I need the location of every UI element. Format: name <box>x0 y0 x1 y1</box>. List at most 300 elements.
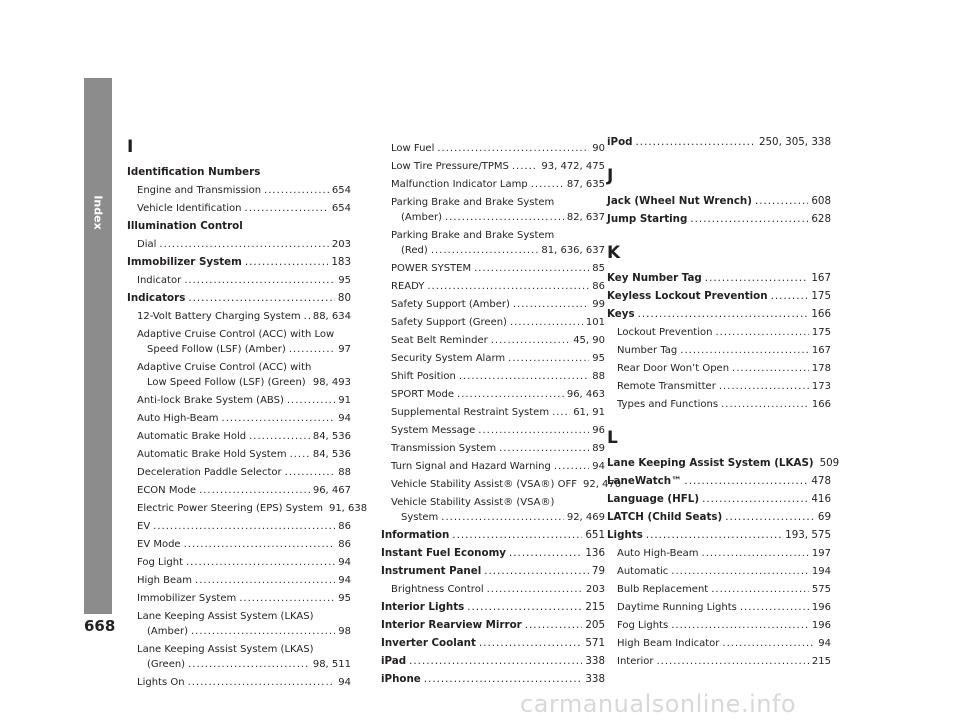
index-entry <box>381 600 605 615</box>
index-page-reference[interactable]: 84, 536 <box>312 431 351 442</box>
index-entry-term: Information <box>381 529 450 541</box>
dot-leader <box>487 582 583 597</box>
index-entry-term: LATCH (Child Seats) <box>607 511 723 523</box>
index-entry <box>607 135 831 150</box>
index-page-reference[interactable]: 97 <box>338 344 351 355</box>
index-page-reference[interactable]: 88 <box>338 467 351 478</box>
index-page-reference[interactable]: 69 <box>817 511 831 523</box>
index-entry <box>127 255 351 270</box>
index-entry-term: POWER SYSTEM <box>391 263 472 274</box>
dot-leader <box>510 315 583 330</box>
index-entry-term: (Amber) <box>147 626 188 637</box>
index-entry-term: iPad <box>381 655 407 667</box>
index-subentry <box>127 375 351 390</box>
index-entry-term: Automatic Brake Hold System <box>137 449 287 460</box>
dot-leader <box>153 519 335 534</box>
dot-leader <box>289 342 336 357</box>
dot-leader <box>732 361 809 376</box>
index-page-reference[interactable]: 136 <box>585 547 605 559</box>
index-entry-term: High Beam Indicator <box>617 638 720 649</box>
index-entry-term: Brightness Control <box>391 584 484 595</box>
index-entry <box>607 289 831 304</box>
index-page-reference[interactable]: 166 <box>811 399 831 410</box>
dot-leader <box>499 441 589 456</box>
dot-leader <box>309 375 310 390</box>
dot-leader <box>437 141 589 156</box>
dot-leader <box>552 405 570 420</box>
index-entry-term: Turn Signal and Hazard Warning <box>391 461 551 472</box>
index-subentry <box>127 237 351 252</box>
index-page-reference[interactable]: 80 <box>337 292 351 304</box>
index-entry-term: (Green) <box>147 659 186 670</box>
index-subentry <box>607 564 831 579</box>
index-column-1 <box>127 135 368 693</box>
index-subentry <box>127 657 351 672</box>
index-entry <box>127 165 351 180</box>
index-page-reference[interactable]: 95 <box>592 353 605 364</box>
dot-leader <box>684 474 808 489</box>
index-subentry <box>127 501 368 516</box>
index-page-reference[interactable]: 91, 638 <box>328 503 368 514</box>
index-entry-term: Immobilizer System <box>127 256 242 268</box>
dot-leader <box>287 393 335 408</box>
index-entry-term: Interior Rearview Mirror <box>381 619 522 631</box>
index-page-reference[interactable]: 98, 493 <box>312 377 351 388</box>
index-entry-term: Key Number Tag <box>607 272 702 284</box>
index-entry-term: Auto High-Beam <box>137 413 219 424</box>
index-subentry <box>381 387 605 402</box>
index-entry-term: (Amber) <box>401 212 442 223</box>
index-page-reference[interactable]: 167 <box>811 272 831 284</box>
index-subentry <box>127 537 351 552</box>
index-subentry <box>607 397 831 412</box>
index-entry-term: Lane Keeping Assist System (LKAS) <box>607 457 814 469</box>
dot-leader <box>159 237 329 252</box>
index-page-reference[interactable]: 193, 575 <box>785 529 831 541</box>
index-page-reference[interactable]: 94 <box>338 677 351 688</box>
index-entry-term: Rear Door Won’t Open <box>617 363 730 374</box>
index-entry-term: Seat Belt Reminder <box>391 335 488 346</box>
index-subentry <box>381 261 605 276</box>
index-subentry <box>381 369 605 384</box>
dot-leader <box>245 255 328 270</box>
dot-leader <box>239 591 335 606</box>
dot-leader <box>467 600 582 615</box>
index-page-reference[interactable]: 82, 637 <box>566 212 605 223</box>
index-entry-term: Parking Brake and Brake System <box>391 230 555 241</box>
index-entry <box>607 474 831 489</box>
dot-leader <box>755 194 808 209</box>
index-subentry <box>607 361 831 376</box>
index-entry-term: Immobilizer System <box>137 593 237 604</box>
index-page-reference[interactable]: 205 <box>585 619 605 631</box>
index-entry-term: Language (HFL) <box>607 493 700 505</box>
index-entry-term: Shift Position <box>391 371 456 382</box>
index-page-reference[interactable]: 45, 90 <box>573 335 605 346</box>
index-page-reference[interactable]: 81, 636, 637 <box>541 245 605 256</box>
index-entry-term: iPhone <box>381 673 421 685</box>
index-subentry <box>607 600 831 615</box>
index-entry-term: Lockout Prevention <box>617 327 713 338</box>
index-page-reference[interactable]: 203 <box>585 584 605 595</box>
index-subentry <box>127 591 351 606</box>
dot-leader <box>199 483 310 498</box>
index-entry-term: SPORT Mode <box>391 389 455 400</box>
index-entry-term: Daytime Running Lights <box>617 602 737 613</box>
dot-leader <box>184 273 335 288</box>
dot-leader <box>484 564 589 579</box>
index-subentry <box>127 675 351 690</box>
dot-leader <box>249 429 310 444</box>
index-page-reference[interactable]: 98, 511 <box>312 659 351 670</box>
dot-leader <box>195 573 335 588</box>
index-entry-term: Keys <box>607 308 635 320</box>
index-page-reference[interactable]: 338 <box>585 655 605 667</box>
index-page-reference[interactable]: 88, 634 <box>312 311 351 322</box>
dot-leader <box>431 243 539 258</box>
index-subentry <box>127 183 351 198</box>
dot-leader <box>711 582 809 597</box>
index-page-reference[interactable]: 575 <box>811 584 831 595</box>
index-entry-term: Jump Starting <box>607 213 688 225</box>
index-entry-term: Interior <box>617 656 654 667</box>
index-entry-term: 12-Volt Battery Charging System <box>137 311 301 322</box>
index-entry-term: Bulb Replacement <box>617 584 709 595</box>
index-page-reference[interactable]: 96 <box>592 425 605 436</box>
dot-leader <box>719 379 809 394</box>
index-page-reference[interactable]: 215 <box>585 601 605 613</box>
index-entry-term: Indicators <box>127 292 186 304</box>
dot-leader <box>680 343 809 358</box>
index-page-reference[interactable]: 175 <box>811 327 831 338</box>
dot-leader <box>191 624 335 639</box>
index-page-reference[interactable]: 84, 536 <box>312 449 351 460</box>
index-subentry <box>381 582 605 597</box>
dot-leader <box>188 291 335 306</box>
page-number: 668 <box>84 617 116 635</box>
index-page-reference[interactable]: 61, 91 <box>573 407 605 418</box>
index-column-3 <box>607 135 840 672</box>
index-page-reference[interactable]: 196 <box>811 620 831 631</box>
index-entry <box>607 456 840 471</box>
index-entry-term: Inverter Coolant <box>381 637 476 649</box>
dot-leader <box>222 411 336 426</box>
index-subentry <box>381 159 605 174</box>
index-subentry <box>127 309 351 324</box>
index-page-reference[interactable]: 98 <box>338 626 351 637</box>
index-entry-term: Indicator <box>137 275 182 286</box>
dot-leader <box>554 459 589 474</box>
dot-leader <box>531 177 564 192</box>
index-page-reference[interactable]: 101 <box>585 317 605 328</box>
index-page-reference[interactable]: 93, 472, 475 <box>541 161 605 172</box>
index-entry-term: Speed Follow (LSF) (Amber) <box>147 344 286 355</box>
index-entry <box>607 528 831 543</box>
index-page-reference[interactable]: 167 <box>811 345 831 356</box>
index-subentry <box>381 459 605 474</box>
dot-leader <box>771 289 809 304</box>
dot-leader <box>445 210 564 225</box>
index-subentry <box>607 636 831 651</box>
index-entry-term: Interior Lights <box>381 601 465 613</box>
index-entry <box>127 291 351 306</box>
index-subentry <box>607 379 831 394</box>
index-page-reference[interactable]: 86 <box>338 521 351 532</box>
index-entry <box>381 672 605 687</box>
index-entry-term: READY <box>391 281 425 292</box>
index-page-reference[interactable]: 194 <box>811 566 831 577</box>
dot-leader <box>690 212 808 227</box>
index-page-reference[interactable]: 94 <box>338 557 351 568</box>
index-subentry <box>127 447 351 462</box>
index-page-reference[interactable]: 250, 305, 338 <box>758 136 831 148</box>
index-entry <box>607 492 831 507</box>
index-entry-term: Automatic <box>617 566 669 577</box>
index-page-reference[interactable]: 183 <box>331 256 351 268</box>
index-subentry <box>127 519 351 534</box>
index-entry <box>607 271 831 286</box>
index-entry-term: Fog Light <box>137 557 183 568</box>
index-entry-term: Auto High-Beam <box>617 548 699 559</box>
index-page-reference[interactable]: 478 <box>811 475 831 487</box>
index-subentry <box>381 297 605 312</box>
index-entry-term: Jack (Wheel Nut Wrench) <box>607 195 752 207</box>
index-entry-term: System <box>401 512 439 523</box>
index-entry <box>381 528 605 543</box>
index-page-reference[interactable]: 628 <box>811 213 831 225</box>
index-page-reference[interactable]: 608 <box>811 195 831 207</box>
index-entry-term: Lane Keeping Assist System (LKAS) <box>137 611 314 622</box>
index-page-reference[interactable]: 94 <box>592 461 605 472</box>
index-page-reference[interactable]: 94 <box>338 413 351 424</box>
index-entry-term: Safety Support (Green) <box>391 317 507 328</box>
index-entry-term: Engine and Transmission <box>137 185 262 196</box>
index-subentry <box>607 618 831 633</box>
index-subentry <box>127 483 351 498</box>
dot-leader <box>264 183 329 198</box>
index-entry-term: Remote Transmitter <box>617 381 716 392</box>
index-entry-term: LaneWatch™ <box>607 475 682 487</box>
index-entry <box>381 618 605 633</box>
dot-leader <box>459 369 589 384</box>
index-entry <box>381 654 605 669</box>
index-page-reference[interactable]: 94 <box>818 638 831 649</box>
index-entry <box>607 307 831 322</box>
dot-leader <box>671 618 809 633</box>
index-entry-term: Dial <box>137 239 157 250</box>
dot-leader <box>702 546 809 561</box>
index-entry-term: Lights <box>607 529 643 541</box>
dot-leader <box>638 307 809 322</box>
dot-leader <box>636 135 756 150</box>
index-page-reference[interactable]: 88 <box>592 371 605 382</box>
dot-leader <box>424 672 583 687</box>
dot-leader <box>509 546 582 561</box>
dot-leader <box>427 279 589 294</box>
index-subentry <box>381 510 605 525</box>
index-entry-term: Instrument Panel <box>381 565 482 577</box>
index-page-reference[interactable]: 95 <box>338 593 351 604</box>
index-page-reference[interactable]: 338 <box>585 673 605 685</box>
index-entry-term: Low Speed Follow (LSF) (Green) <box>147 377 306 388</box>
index-page-reference[interactable]: 92, 470 <box>582 479 622 490</box>
index-entry-term: EV <box>137 521 151 532</box>
dot-leader <box>513 297 589 312</box>
index-page-reference[interactable]: 178 <box>811 363 831 374</box>
dot-leader <box>285 465 336 480</box>
dot-leader <box>715 325 808 340</box>
dot-leader <box>740 600 809 615</box>
index-page-reference[interactable]: 651 <box>585 529 605 541</box>
index-page-reference[interactable]: 654 <box>331 185 351 196</box>
index-entry-term: Electric Power Steering (EPS) System <box>137 503 323 514</box>
index-subentry <box>127 201 351 216</box>
index-subentry <box>607 325 831 340</box>
index-subentry <box>127 327 351 342</box>
index-entry-term: Types and Functions <box>617 399 719 410</box>
index-entry-term: iPod <box>607 136 633 148</box>
index-page-reference[interactable]: 92, 469 <box>566 512 605 523</box>
index-page-reference[interactable]: 95 <box>338 275 351 286</box>
index-subentry <box>381 141 605 156</box>
index-page-reference[interactable]: 96, 463 <box>566 389 605 400</box>
dot-leader <box>721 397 809 412</box>
dot-leader <box>290 447 310 462</box>
index-page-reference[interactable]: 79 <box>591 565 605 577</box>
dot-leader <box>479 636 582 651</box>
index-entry-term: Low Tire Pressure/TPMS <box>391 161 509 172</box>
index-subentry <box>127 642 351 657</box>
dot-leader <box>188 675 336 690</box>
index-entry <box>607 194 831 209</box>
dot-leader <box>491 333 570 348</box>
dot-leader <box>702 492 808 507</box>
index-entry-term: Supplemental Restraint System <box>391 407 550 418</box>
index-entry <box>607 212 831 227</box>
index-page-reference[interactable]: 94 <box>338 575 351 586</box>
index-entry-term: Number Tag <box>617 345 678 356</box>
index-entry-term: System Message <box>391 425 476 436</box>
index-entry-term: Safety Support (Amber) <box>391 299 510 310</box>
index-entry-term: Lane Keeping Assist System (LKAS) <box>137 644 314 655</box>
index-entry-term: Keyless Lockout Prevention <box>607 290 768 302</box>
index-subentry <box>127 273 351 288</box>
index-entry-term: ECON Mode <box>137 485 197 496</box>
watermark: carmanualsonline.info <box>520 690 797 718</box>
index-entry <box>127 219 351 234</box>
index-subentry <box>607 546 831 561</box>
dot-leader <box>184 537 336 552</box>
index-subentry <box>381 495 605 510</box>
index-page-reference[interactable]: 86 <box>338 539 351 550</box>
index-subentry <box>381 228 605 243</box>
index-subentry <box>127 609 351 624</box>
index-entry-term: High Beam <box>137 575 193 586</box>
dot-leader <box>656 654 808 669</box>
index-entry <box>607 510 831 525</box>
index-entry-term: Transmission System <box>391 443 497 454</box>
index-page-reference[interactable]: 215 <box>811 656 831 667</box>
index-entry-term: Anti-lock Brake System (ABS) <box>137 395 284 406</box>
index-page-reference[interactable]: 96, 467 <box>312 485 351 496</box>
dot-leader <box>646 528 782 543</box>
index-page-reference[interactable]: 416 <box>811 493 831 505</box>
index-subentry <box>127 342 351 357</box>
index-subentry <box>127 465 351 480</box>
index-subentry <box>381 279 605 294</box>
dot-leader <box>452 528 582 543</box>
index-section-letter: K <box>607 243 621 263</box>
index-subentry <box>127 393 351 408</box>
index-page-reference[interactable]: 87, 635 <box>566 179 605 190</box>
index-entry-term: Illumination Control <box>127 220 243 232</box>
index-page-reference[interactable]: 175 <box>811 290 831 302</box>
index-subentry <box>127 555 351 570</box>
dot-leader <box>525 618 583 633</box>
index-page-reference[interactable]: 654 <box>331 203 351 214</box>
index-subentry <box>127 429 351 444</box>
index-entry-term: Instant Fuel Economy <box>381 547 507 559</box>
index-subentry <box>381 423 605 438</box>
index-page-reference[interactable]: 166 <box>811 308 831 320</box>
index-page-reference[interactable]: 197 <box>811 548 831 559</box>
dot-leader <box>245 201 329 216</box>
index-section-letter: L <box>607 428 618 448</box>
dot-leader <box>508 351 589 366</box>
index-subentry <box>607 343 831 358</box>
index-subentry <box>607 582 831 597</box>
dot-leader <box>671 564 809 579</box>
index-page-reference[interactable]: 196 <box>811 602 831 613</box>
index-subentry <box>381 477 622 492</box>
index-page-reference[interactable]: 90 <box>592 143 605 154</box>
dot-leader <box>409 654 582 669</box>
index-page-reference[interactable]: 571 <box>585 637 605 649</box>
index-subentry <box>381 333 605 348</box>
index-subentry <box>381 210 605 225</box>
index-section-letter: J <box>607 166 614 186</box>
index-side-tab-label: Index <box>91 194 105 230</box>
index-page-reference[interactable]: 203 <box>331 239 351 250</box>
index-entry-term: Adaptive Cruise Control (ACC) with Low <box>137 329 335 340</box>
dot-leader <box>705 271 809 286</box>
dot-leader <box>188 657 310 672</box>
index-section-letter: I <box>127 137 134 157</box>
index-entry-term: (Red) <box>401 245 428 256</box>
index-page-reference[interactable]: 89 <box>592 443 605 454</box>
index-page-reference[interactable]: 86 <box>592 281 605 292</box>
index-page-reference[interactable]: 99 <box>592 299 605 310</box>
index-entry-term: Adaptive Cruise Control (ACC) with <box>137 362 312 373</box>
dot-leader <box>304 309 310 324</box>
dot-leader <box>725 510 815 525</box>
index-subentry <box>127 624 351 639</box>
index-entry-term: Malfunction Indicator Lamp <box>391 179 528 190</box>
index-entry <box>381 564 605 579</box>
index-entry <box>381 636 605 651</box>
index-entry-term: Vehicle Stability Assist® (VSA®) OFF <box>391 479 577 490</box>
index-page-reference[interactable]: 509 <box>819 457 840 469</box>
index-subentry <box>381 177 605 192</box>
index-entry-term: Identification Numbers <box>127 166 261 178</box>
index-subentry <box>127 573 351 588</box>
index-page-reference[interactable]: 85 <box>592 263 605 274</box>
index-page-reference[interactable]: 91 <box>338 395 351 406</box>
index-page-reference[interactable]: 173 <box>811 381 831 392</box>
dot-leader <box>512 159 539 174</box>
dot-leader <box>478 423 589 438</box>
index-entry-term: Deceleration Paddle Selector <box>137 467 282 478</box>
